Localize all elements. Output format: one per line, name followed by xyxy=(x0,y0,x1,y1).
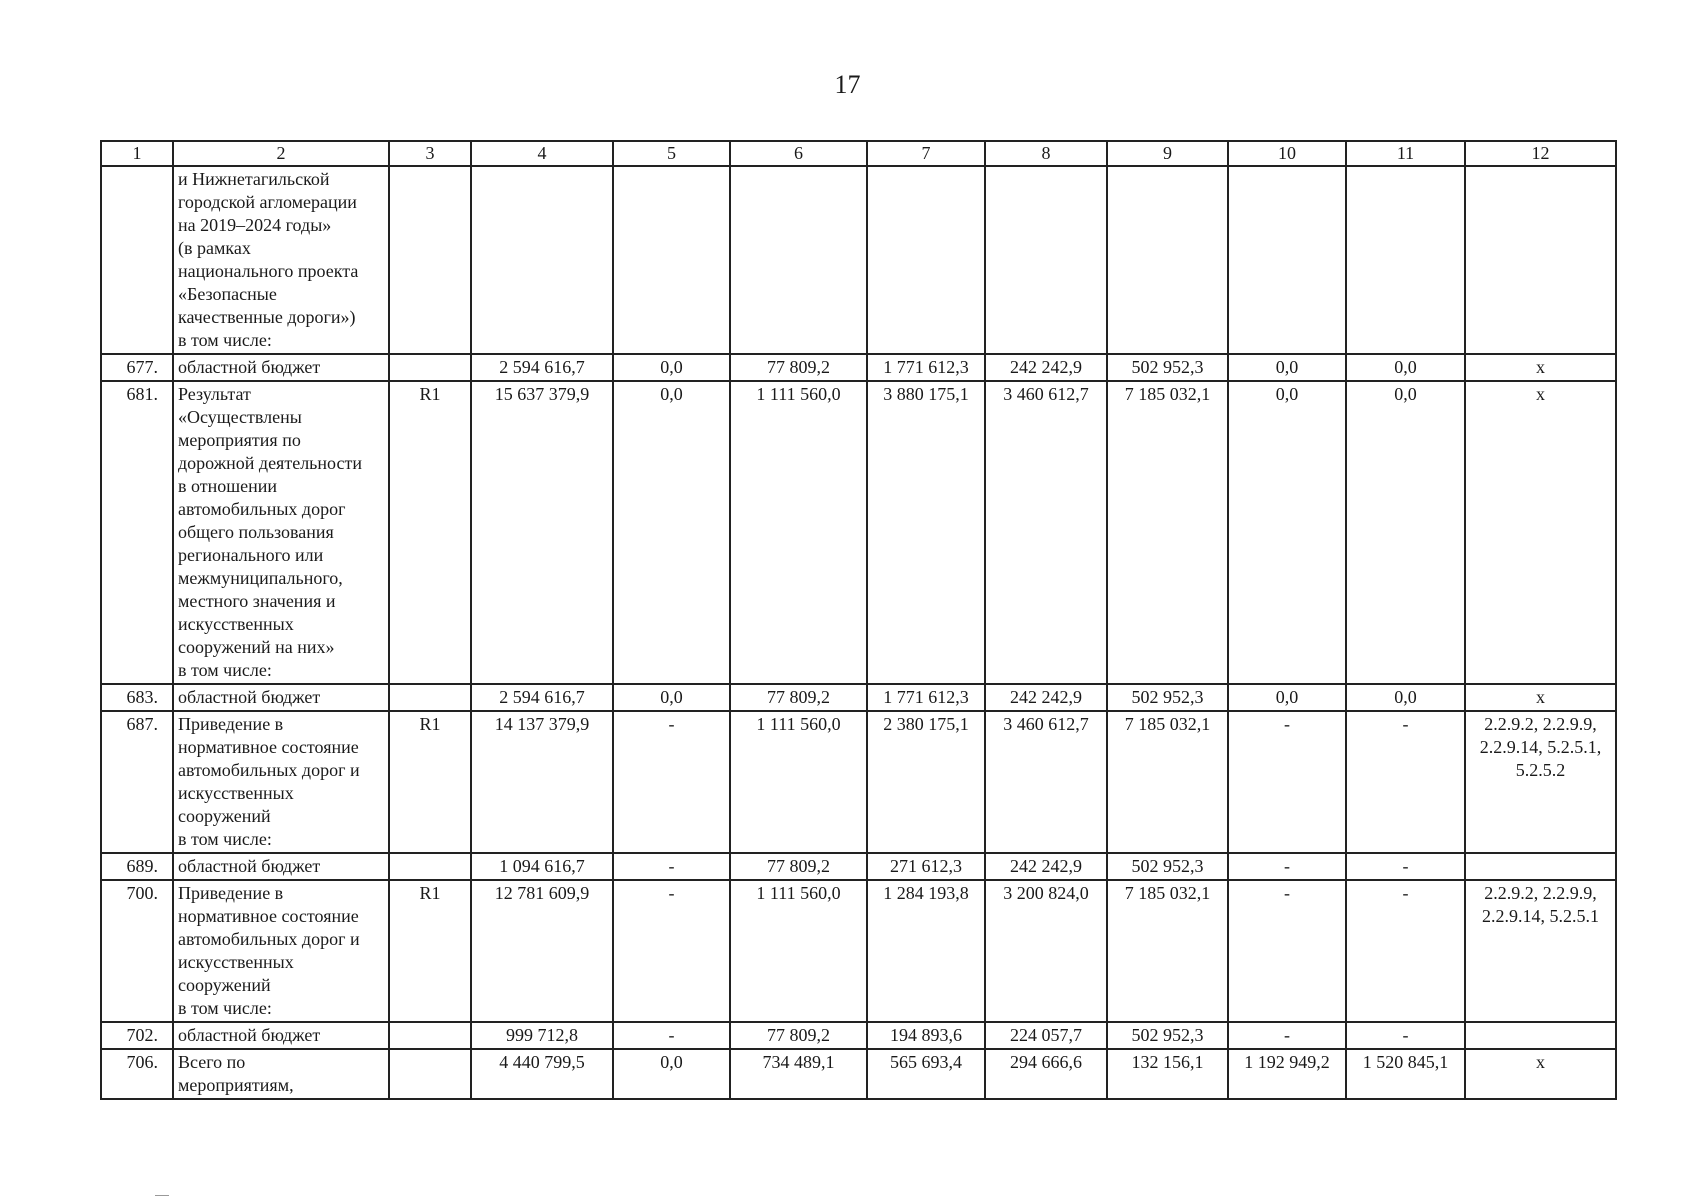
row-value-cell: 1 111 560,0 xyxy=(730,381,867,684)
row-value-cell: 242 242,9 xyxy=(985,354,1107,381)
column-header: 8 xyxy=(985,141,1107,166)
row-value-cell: 0,0 xyxy=(613,381,730,684)
row-value-cell: 1 284 193,8 xyxy=(867,880,985,1022)
row-code-cell xyxy=(389,354,471,381)
row-total-cell: 4 440 799,5 xyxy=(471,1049,613,1099)
column-header: 5 xyxy=(613,141,730,166)
row-value-cell xyxy=(985,166,1107,354)
row-value-cell: 1 771 612,3 xyxy=(867,354,985,381)
row-targets-cell xyxy=(1465,853,1616,880)
row-targets-cell: х xyxy=(1465,381,1616,684)
row-value-cell: 0,0 xyxy=(1228,684,1346,711)
row-value-cell: 271 612,3 xyxy=(867,853,985,880)
row-total-cell: 14 137 379,9 xyxy=(471,711,613,853)
row-value-cell: 502 952,3 xyxy=(1107,853,1228,880)
column-header: 11 xyxy=(1346,141,1465,166)
row-value-cell: 3 200 824,0 xyxy=(985,880,1107,1022)
row-value-cell: 77 809,2 xyxy=(730,684,867,711)
table-row xyxy=(101,684,1616,711)
row-total-cell: 15 637 379,9 xyxy=(471,381,613,684)
scan-mark xyxy=(155,1195,169,1196)
row-value-cell: - xyxy=(1228,853,1346,880)
column-header: 12 xyxy=(1465,141,1616,166)
row-value-cell: 502 952,3 xyxy=(1107,354,1228,381)
row-number-cell: 700. xyxy=(101,880,173,1022)
row-value-cell xyxy=(867,166,985,354)
row-value-cell: - xyxy=(1346,711,1465,853)
row-value-cell: - xyxy=(1228,1022,1346,1049)
column-header: 9 xyxy=(1107,141,1228,166)
row-value-cell xyxy=(1228,166,1346,354)
row-name-cell: Результат «Осуществлены мероприятия по дорожной деятельности в отношении автомобильных дорог общего пользования регионального или межмуниципального, местного значения и искусственных сооружений на них» в том числе: xyxy=(173,381,389,684)
row-value-cell: 0,0 xyxy=(1346,381,1465,684)
table-row xyxy=(101,853,1616,880)
row-value-cell: 1 111 560,0 xyxy=(730,880,867,1022)
column-header: 6 xyxy=(730,141,867,166)
row-targets-cell: х xyxy=(1465,684,1616,711)
row-code-cell: R1 xyxy=(389,381,471,684)
row-value-cell: 3 460 612,7 xyxy=(985,381,1107,684)
row-targets-cell: 2.2.9.2, 2.2.9.9, 2.2.9.14, 5.2.5.1, 5.2.5.2 xyxy=(1465,711,1616,853)
row-value-cell: 132 156,1 xyxy=(1107,1049,1228,1099)
row-total-cell xyxy=(471,166,613,354)
table-row xyxy=(101,354,1616,381)
header-row xyxy=(101,141,1616,166)
row-code-cell xyxy=(389,1022,471,1049)
row-value-cell: 0,0 xyxy=(1346,684,1465,711)
row-total-cell: 1 094 616,7 xyxy=(471,853,613,880)
row-value-cell: 294 666,6 xyxy=(985,1049,1107,1099)
row-name-cell: Приведение в нормативное состояние автомобильных дорог и искусственных сооружений в том числе: xyxy=(173,711,389,853)
row-total-cell: 2 594 616,7 xyxy=(471,354,613,381)
row-code-cell xyxy=(389,1049,471,1099)
budget-table xyxy=(100,140,1617,1100)
column-header: 4 xyxy=(471,141,613,166)
row-value-cell: - xyxy=(613,880,730,1022)
row-value-cell: 7 185 032,1 xyxy=(1107,381,1228,684)
row-value-cell: - xyxy=(613,1022,730,1049)
row-name-cell: областной бюджет xyxy=(173,684,389,711)
row-code-cell xyxy=(389,853,471,880)
row-value-cell: - xyxy=(613,853,730,880)
row-value-cell: - xyxy=(1346,1022,1465,1049)
row-value-cell: 77 809,2 xyxy=(730,1022,867,1049)
row-value-cell: - xyxy=(1228,711,1346,853)
row-targets-cell xyxy=(1465,1022,1616,1049)
row-value-cell: 565 693,4 xyxy=(867,1049,985,1099)
row-value-cell: 224 057,7 xyxy=(985,1022,1107,1049)
column-header: 2 xyxy=(173,141,389,166)
column-header: 3 xyxy=(389,141,471,166)
row-value-cell: 0,0 xyxy=(613,1049,730,1099)
row-code-cell xyxy=(389,166,471,354)
row-code-cell: R1 xyxy=(389,711,471,853)
row-targets-cell xyxy=(1465,166,1616,354)
row-value-cell: - xyxy=(613,711,730,853)
page-number: 17 xyxy=(834,70,861,99)
row-name-cell: Приведение в нормативное состояние автомобильных дорог и искусственных сооружений в том числе: xyxy=(173,880,389,1022)
row-number-cell: 702. xyxy=(101,1022,173,1049)
row-total-cell: 999 712,8 xyxy=(471,1022,613,1049)
row-value-cell: 1 111 560,0 xyxy=(730,711,867,853)
row-value-cell: 1 771 612,3 xyxy=(867,684,985,711)
table-row xyxy=(101,880,1616,1022)
row-value-cell: 242 242,9 xyxy=(985,853,1107,880)
row-value-cell: - xyxy=(1346,880,1465,1022)
row-code-cell xyxy=(389,684,471,711)
table-row xyxy=(101,1022,1616,1049)
row-value-cell: 194 893,6 xyxy=(867,1022,985,1049)
row-value-cell xyxy=(1107,166,1228,354)
row-value-cell: 242 242,9 xyxy=(985,684,1107,711)
row-value-cell: 1 520 845,1 xyxy=(1346,1049,1465,1099)
row-name-cell: областной бюджет xyxy=(173,853,389,880)
row-value-cell: 0,0 xyxy=(613,354,730,381)
row-value-cell: 0,0 xyxy=(1228,354,1346,381)
row-number-cell xyxy=(101,166,173,354)
row-number-cell: 689. xyxy=(101,853,173,880)
row-value-cell xyxy=(1346,166,1465,354)
row-total-cell: 12 781 609,9 xyxy=(471,880,613,1022)
row-number-cell: 706. xyxy=(101,1049,173,1099)
column-header: 1 xyxy=(101,141,173,166)
row-value-cell xyxy=(613,166,730,354)
row-value-cell: 7 185 032,1 xyxy=(1107,711,1228,853)
row-name-cell: областной бюджет xyxy=(173,1022,389,1049)
row-value-cell: 3 460 612,7 xyxy=(985,711,1107,853)
row-value-cell: 1 192 949,2 xyxy=(1228,1049,1346,1099)
row-name-cell: областной бюджет xyxy=(173,354,389,381)
table-row xyxy=(101,1049,1616,1099)
row-number-cell: 687. xyxy=(101,711,173,853)
table-row xyxy=(101,166,1616,354)
row-value-cell: 502 952,3 xyxy=(1107,684,1228,711)
row-value-cell: 7 185 032,1 xyxy=(1107,880,1228,1022)
row-value-cell: 734 489,1 xyxy=(730,1049,867,1099)
row-name-cell: Всего по мероприятиям, xyxy=(173,1049,389,1099)
row-number-cell: 677. xyxy=(101,354,173,381)
row-value-cell: 0,0 xyxy=(1228,381,1346,684)
row-number-cell: 683. xyxy=(101,684,173,711)
table-row xyxy=(101,381,1616,684)
row-name-cell: и Нижнетагильской городской агломерации на 2019–2024 годы» (в рамках национального проекта «Безопасные качественные дороги») в том числе: xyxy=(173,166,389,354)
row-targets-cell: х xyxy=(1465,1049,1616,1099)
row-targets-cell: 2.2.9.2, 2.2.9.9, 2.2.9.14, 5.2.5.1 xyxy=(1465,880,1616,1022)
row-value-cell: 77 809,2 xyxy=(730,354,867,381)
row-number-cell: 681. xyxy=(101,381,173,684)
row-total-cell: 2 594 616,7 xyxy=(471,684,613,711)
row-value-cell: 2 380 175,1 xyxy=(867,711,985,853)
row-value-cell: 0,0 xyxy=(613,684,730,711)
column-header: 7 xyxy=(867,141,985,166)
row-value-cell xyxy=(730,166,867,354)
table-row xyxy=(101,711,1616,853)
row-value-cell: 0,0 xyxy=(1346,354,1465,381)
row-value-cell: 3 880 175,1 xyxy=(867,381,985,684)
row-code-cell: R1 xyxy=(389,880,471,1022)
row-value-cell: 77 809,2 xyxy=(730,853,867,880)
row-value-cell: 502 952,3 xyxy=(1107,1022,1228,1049)
row-targets-cell: х xyxy=(1465,354,1616,381)
row-value-cell: - xyxy=(1346,853,1465,880)
row-value-cell: - xyxy=(1228,880,1346,1022)
column-header: 10 xyxy=(1228,141,1346,166)
